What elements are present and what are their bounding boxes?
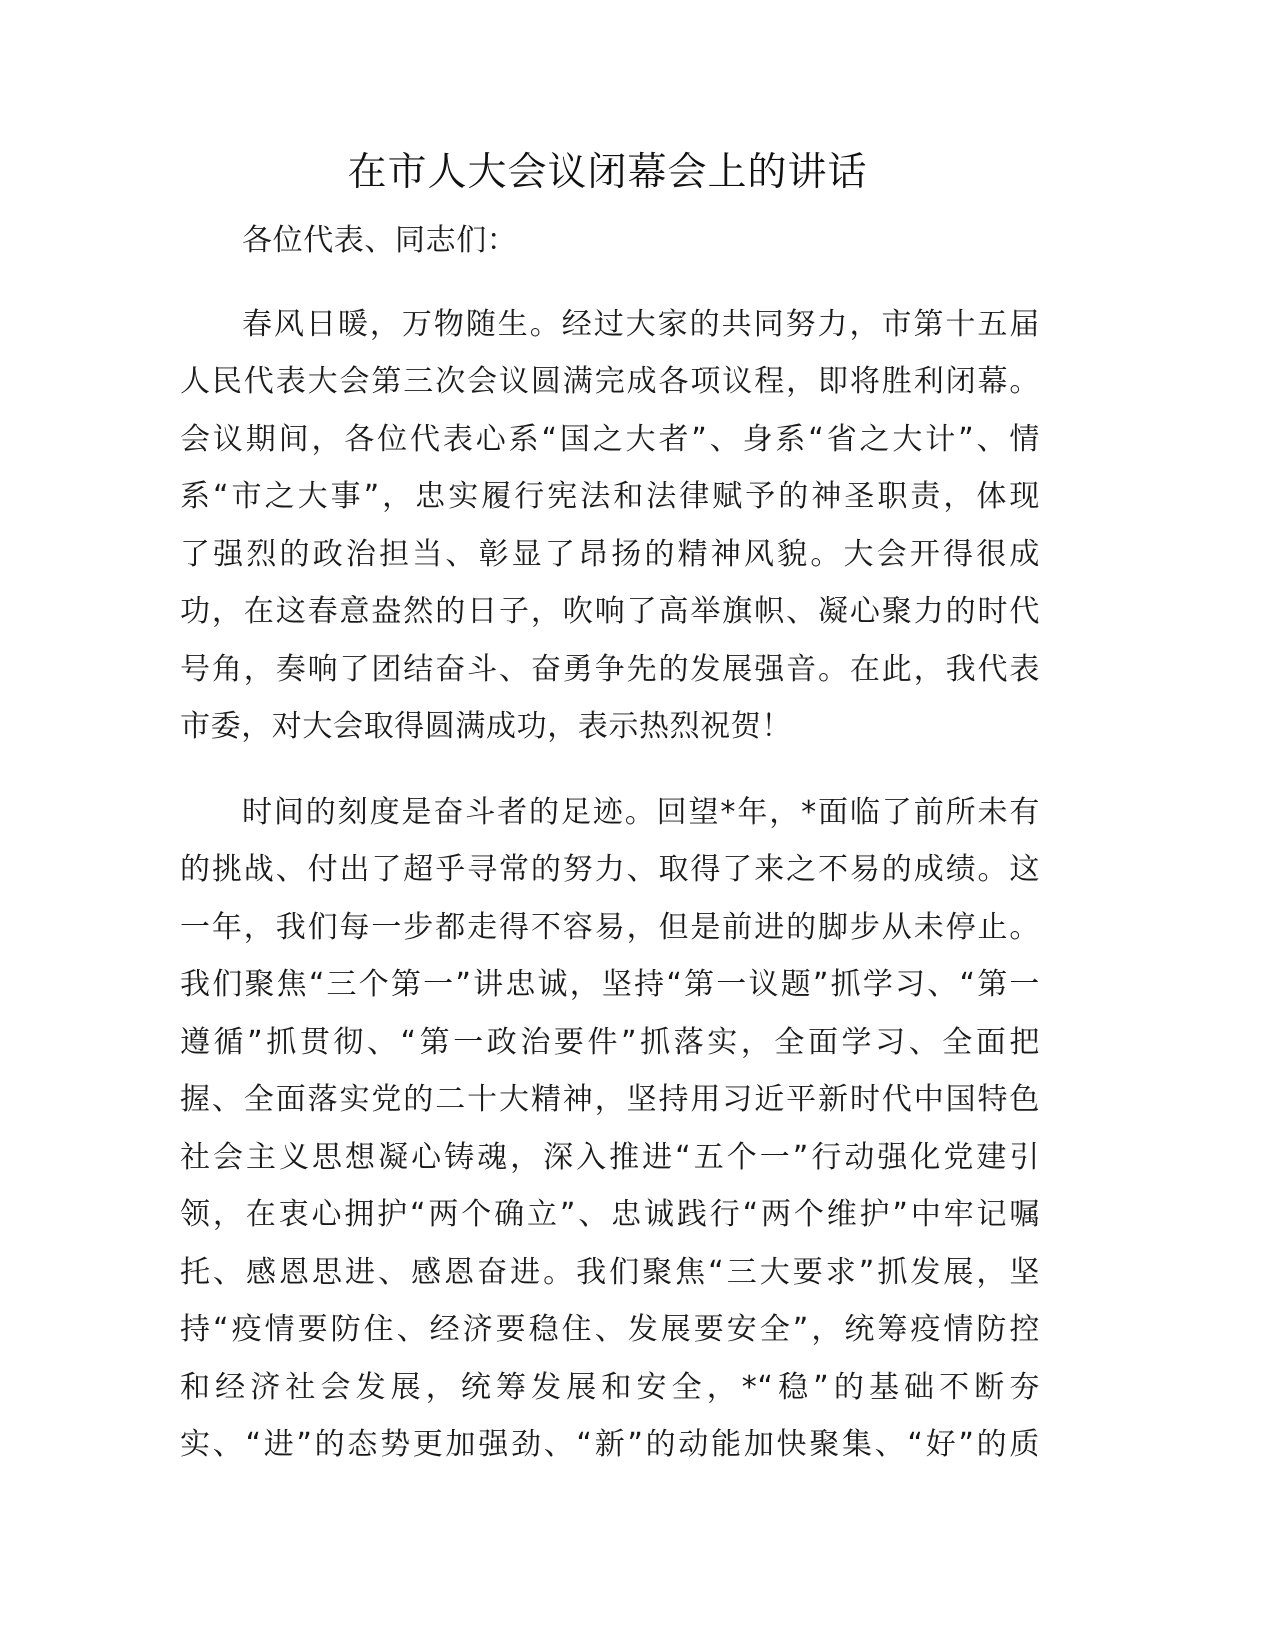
document-body [180,212,1040,1474]
document-title: 在市人大会议闭幕会上的讲话 [347,150,868,195]
paragraph-line: 会议期间，各位代表心系“国之大者”、身系“省之大计”、情 [180,421,1040,457]
paragraph-line: 时间的刻度是奋斗者的足迹。回望*年，*面临了前所未有 [242,794,1040,830]
paragraph-line: 社会主义思想凝心铸魂，深入推进“五个一”行动强化党建引 [180,1139,1040,1175]
paragraph-line: 了强烈的政治担当、彰显了昂扬的精神风貌。大会开得很成 [180,536,1040,572]
paragraph-line: 功，在这春意盎然的日子，吹响了高举旗帜、凝心聚力的时代 [180,594,1040,629]
paragraph-line: 遵循”抓贯彻、“第一政治要件”抓落实，全面学习、全面把 [180,1024,1040,1060]
paragraph-line: 系“市之大事”，忠实履行宪法和法律赋予的神圣职责，体现 [180,479,1040,514]
paragraph-line: 领，在衷心拥护“两个确立”、忠诚践行“两个维护”中牢记嘱 [180,1197,1040,1232]
paragraph-line: 的挑战、付出了超乎寻常的努力、取得了来之不易的成绩。这 [180,852,1040,887]
paragraph-line: 一年，我们每一步都走得不容易，但是前进的脚步从未停止。 [180,909,1040,945]
paragraph-line: 市委，对大会取得圆满成功，表示热烈祝贺！ [180,709,792,744]
paragraph-line: 春风日暖，万物随生。经过大家的共同努力，市第十五届 [242,306,1040,342]
paragraph-line: 号角，奏响了团结奋斗、奋勇争先的发展强音。在此，我代表 [180,651,1040,687]
paragraph-line: 人民代表大会第三次会议圆满完成各项议程，即将胜利闭幕。 [180,364,1040,399]
paragraph-line: 握、全面落实党的二十大精神，坚持用习近平新时代中国特色 [180,1082,1040,1117]
paragraph-line: 实、“进”的态势更加强劲、“新”的动能加快聚集、“好”的质 [180,1427,1040,1462]
paragraph-2 [180,784,1040,1474]
paragraph-line: 和经济社会发展，统筹发展和安全，*“稳”的基础不断夯 [180,1369,1040,1405]
paragraph-line: 持“疫情要防住、经济要稳住、发展要安全”，统筹疫情防控 [180,1312,1040,1347]
paragraph-1 [180,296,1040,756]
salutation-paragraph [180,212,1040,270]
paragraph-line: 托、感恩思进、感恩奋进。我们聚焦“三大要求”抓发展，坚 [180,1254,1040,1290]
salutation-line: 各位代表、同志们： [242,223,518,258]
paragraph-line: 我们聚焦“三个第一”讲忠诚，坚持“第一议题”抓学习、“第一 [180,967,1040,1002]
